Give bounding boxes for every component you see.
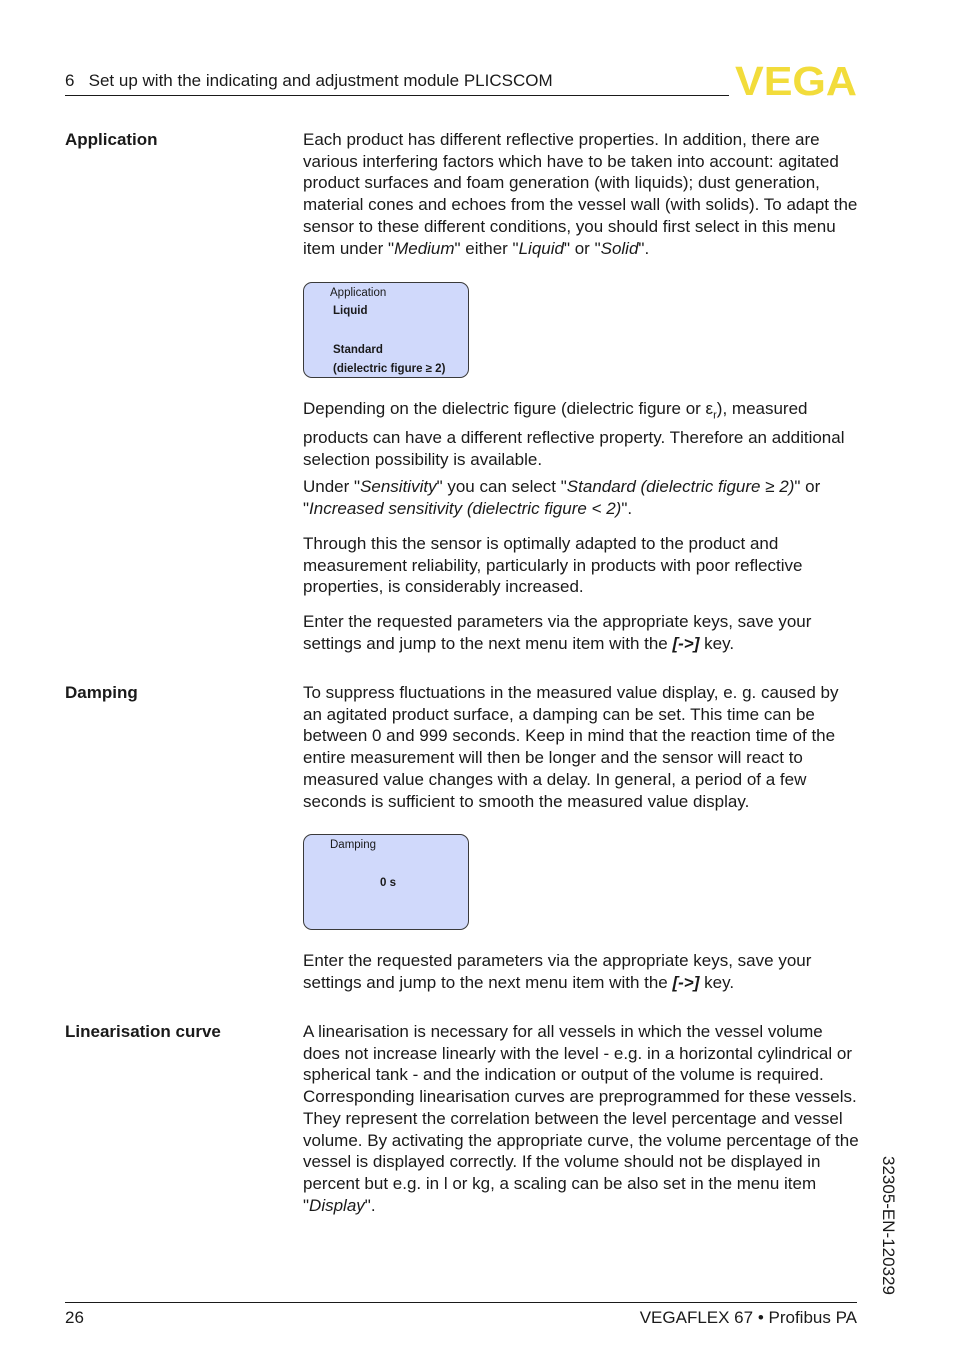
display-damping-value: 0 s	[380, 877, 396, 889]
header-divider	[65, 95, 729, 96]
dielectric-paragraph: Depending on the dielectric figure (dielectric figure or $\varepsilon_r$), measured products can have a different reflective property. Therefore an additional selection possibility is available.	[303, 399, 845, 469]
chapter-heading	[65, 71, 553, 91]
footer-divider	[65, 1302, 857, 1303]
sensitivity-paragraph: Under "Sensitivity" you can select "Standard (dielectric figure ≥ 2)" or "Increased sensitivity (dielectric figure < 2)".	[303, 477, 821, 518]
linearisation-paragraph: A linearisation is necessary for all vessels in which the vessel volume does not increase linearly with the level - e.g. in a horizontal cylindrical or spherical tank - and the indication or output of the volume is required. Corresponding linearisation curves are preprogrammed for these vessels. They represent the correlation between the level percentage and vessel volume. By activating the appropriate curve, the volume percentage of the vessel is displayed correctly. If the volume should not be displayed in percent but e.g. in l or kg, a scaling can be also set in the menu item "Display".	[303, 1022, 859, 1215]
damping-enter-paragraph: Enter the requested parameters via the appropriate keys, save your settings and jump to the next menu item with the [->] key.	[303, 951, 812, 992]
page-number: 26	[65, 1308, 84, 1327]
adapted-paragraph: Through this the sensor is optimally adapted to the product and measurement reliability, particularly in products with poor reflective properties, is considerably increased.	[303, 534, 803, 597]
logo-text: VEGA	[735, 64, 857, 98]
section-label-damping: Damping	[65, 683, 138, 702]
application-intro-paragraph: Each product has different reflective properties. In addition, there are various interfering factors which have to be taken into account: agitated product surfaces and foam generation (with liquids); dust generation, material cones and echoes from the vessel wall (with solids). To adapt the sensor to these different conditions, you should first select in this menu item under "Medium" either "Liquid" or "Solid".	[303, 130, 858, 258]
chapter-title: Set up with the indicating and adjustment module PLICSCOM	[88, 71, 553, 90]
damping-paragraph: To suppress fluctuations in the measured value display, e. g. caused by an agitated product surface, a damping can be set. This time can be between 0 and 999 seconds. Keep in mind that the reaction time of the entire measurement will then be longer and the sensor will react to measured value changes with a delay. In general, a period of a few seconds is sufficient to smooth the measured value display.	[303, 683, 839, 811]
section-label-linearisation: Linearisation curve	[65, 1022, 221, 1041]
display-sensitivity-value: Standard	[333, 344, 383, 356]
application-enter-paragraph: Enter the requested parameters via the appropriate keys, save your settings and jump to the next menu item with the [->] key.	[303, 612, 812, 653]
section-label-application: Application	[65, 130, 158, 149]
next-key-label: [->]	[672, 972, 700, 992]
chapter-number: 6	[65, 71, 75, 90]
display-title: Damping	[330, 839, 377, 851]
application-display-module	[303, 282, 469, 378]
display-title: Application	[330, 287, 387, 299]
vega-logo	[734, 64, 858, 98]
next-key-label: [->]	[672, 633, 700, 653]
display-sensitivity-detail: (dielectric figure ≥ 2)	[333, 363, 446, 375]
document-code: 32305-EN-120329	[879, 1156, 898, 1295]
damping-display-module	[303, 834, 469, 930]
product-name: VEGAFLEX 67 • Profibus PA	[639, 1308, 857, 1327]
display-medium-value: Liquid	[333, 305, 368, 317]
